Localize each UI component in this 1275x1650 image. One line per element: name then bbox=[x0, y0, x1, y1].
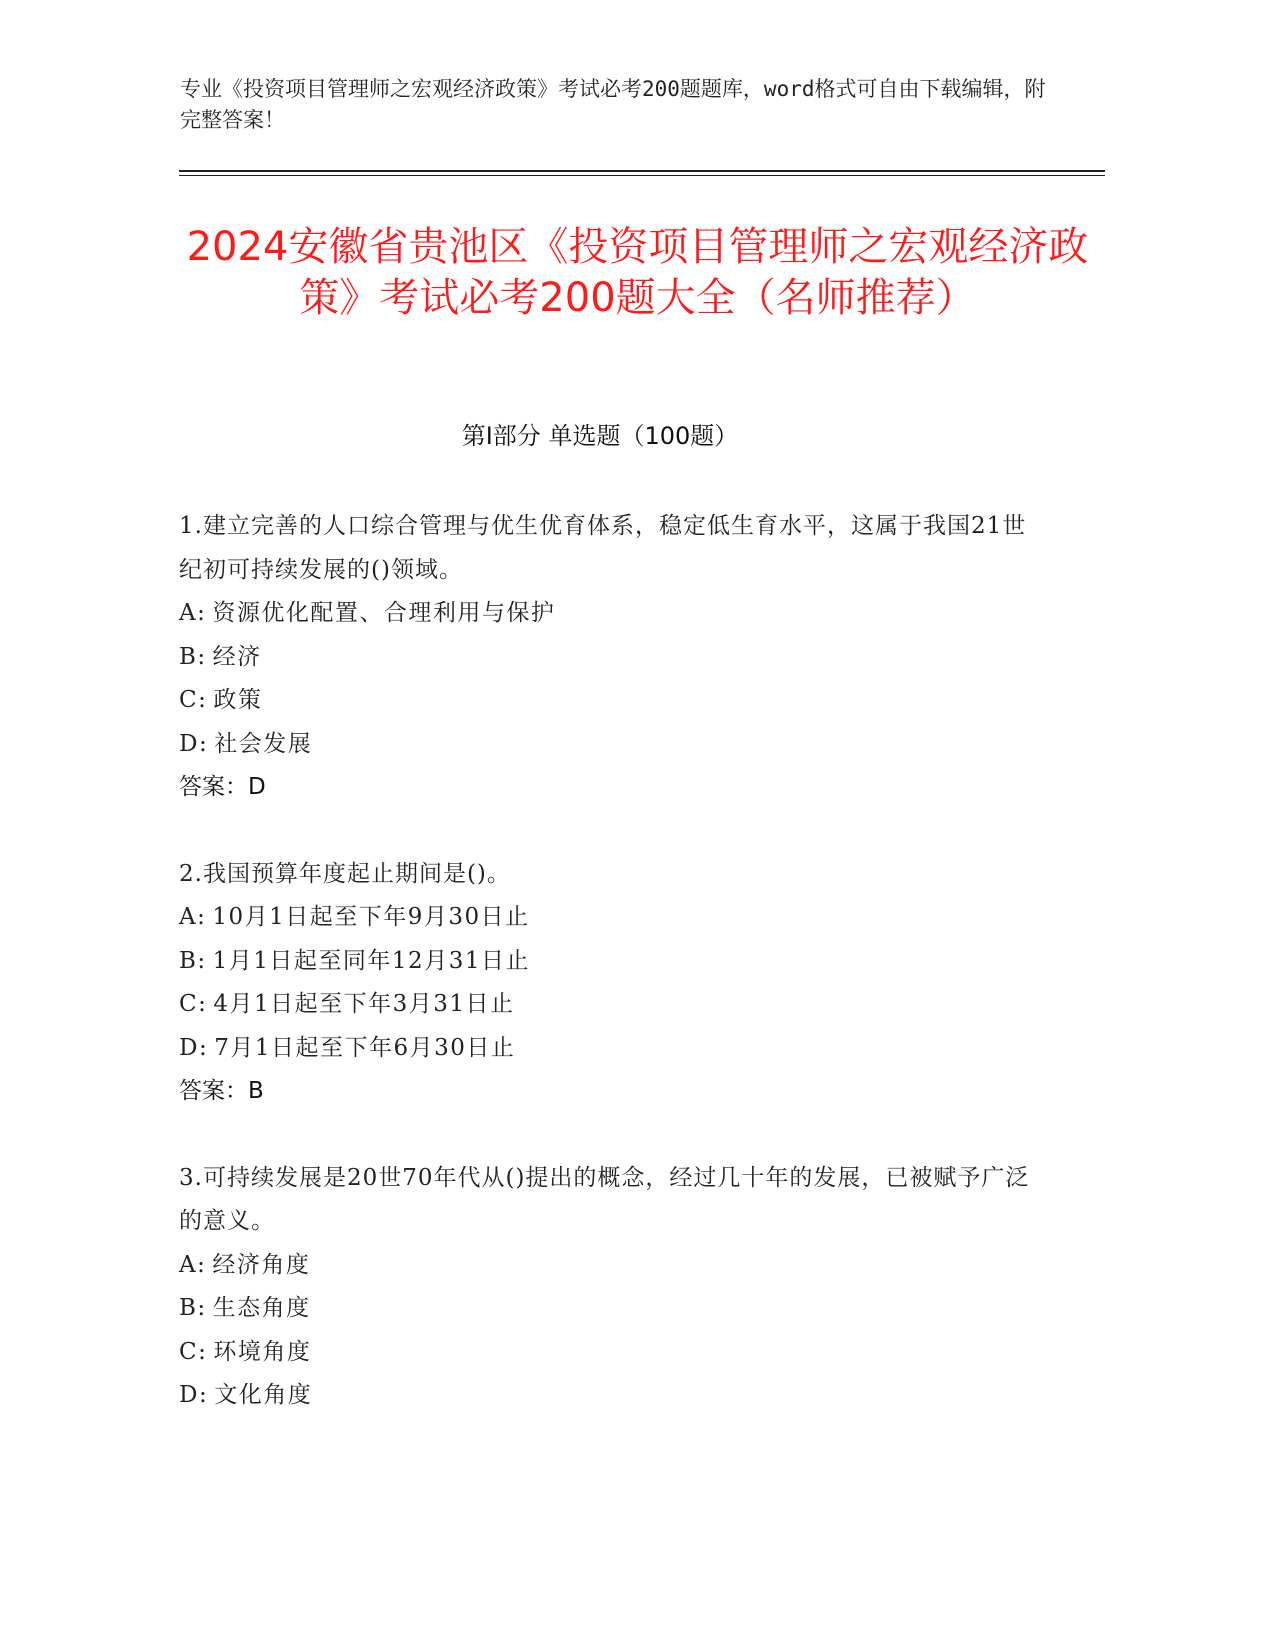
option-text: 资源优化配置、合理利用与保护 bbox=[212, 600, 556, 626]
header-divider-thin bbox=[179, 175, 1105, 176]
header-note: 专业《投资项目管理师之宏观经济政策》考试必考200题题库，word格式可自由下载编辑，附完整答案！ bbox=[180, 77, 1046, 132]
option-text: 经济角度 bbox=[212, 1251, 311, 1278]
option-a bbox=[179, 592, 1039, 636]
question-item bbox=[179, 505, 1039, 810]
option-key: B: bbox=[179, 1295, 207, 1321]
section-title: 第I部分 单选题（100题） bbox=[461, 422, 739, 450]
option-key: D: bbox=[179, 1382, 209, 1408]
question-text: 3.可持续发展是20世70年代从()提出的概念，经过几十年的发展，已被赋予广泛的意义。 bbox=[179, 1164, 1030, 1234]
question-list bbox=[179, 505, 1039, 1461]
option-d bbox=[179, 1374, 1039, 1418]
option-key: D: bbox=[179, 1034, 209, 1061]
option-key: B: bbox=[179, 947, 207, 974]
option-b bbox=[179, 636, 1039, 680]
option-key: C: bbox=[179, 991, 208, 1017]
option-text: 4月1日起至下年3月31日止 bbox=[213, 991, 515, 1017]
option-c bbox=[179, 983, 1039, 1027]
option-text: 政策 bbox=[213, 687, 263, 713]
option-text: 经济 bbox=[212, 643, 262, 670]
option-key: C: bbox=[179, 687, 208, 713]
question-text: 2.我国预算年度起止期间是()。 bbox=[179, 860, 511, 887]
option-c bbox=[179, 1331, 1039, 1375]
option-key: C: bbox=[179, 1338, 208, 1365]
option-a bbox=[179, 896, 1039, 940]
option-key: A: bbox=[179, 904, 207, 930]
option-b bbox=[179, 940, 1039, 984]
option-text: 文化角度 bbox=[214, 1382, 313, 1408]
option-key: A: bbox=[179, 1251, 207, 1278]
question-item bbox=[179, 853, 1039, 1114]
option-a bbox=[179, 1244, 1039, 1288]
option-key: A: bbox=[179, 600, 207, 626]
option-d bbox=[179, 723, 1039, 767]
answer-line: 答案：D bbox=[179, 774, 266, 800]
option-c bbox=[179, 679, 1039, 723]
document-title: 2024安徽省贵池区《投资项目管理师之宏观经济政策》考试必考200题大全（名师推荐） bbox=[186, 224, 1089, 321]
option-text: 7月1日起至下年6月30日止 bbox=[214, 1034, 516, 1061]
header-divider-thick bbox=[179, 170, 1105, 172]
option-b bbox=[179, 1287, 1039, 1331]
option-text: 社会发展 bbox=[214, 730, 313, 757]
option-text: 生态角度 bbox=[212, 1295, 311, 1321]
option-text: 1月1日起至同年12月31日止 bbox=[212, 947, 530, 974]
question-text: 1.建立完善的人口综合管理与优生优育体系，稳定低生育水平，这属于我国21世纪初可持续发展的()领域。 bbox=[179, 513, 1027, 583]
option-key: D: bbox=[179, 730, 209, 757]
answer-line: 答案：B bbox=[179, 1078, 264, 1104]
question-item bbox=[179, 1157, 1039, 1418]
option-text: 10月1日起至下年9月30日止 bbox=[212, 904, 530, 930]
option-key: B: bbox=[179, 643, 207, 670]
option-d bbox=[179, 1027, 1039, 1071]
option-text: 环境角度 bbox=[213, 1338, 312, 1365]
